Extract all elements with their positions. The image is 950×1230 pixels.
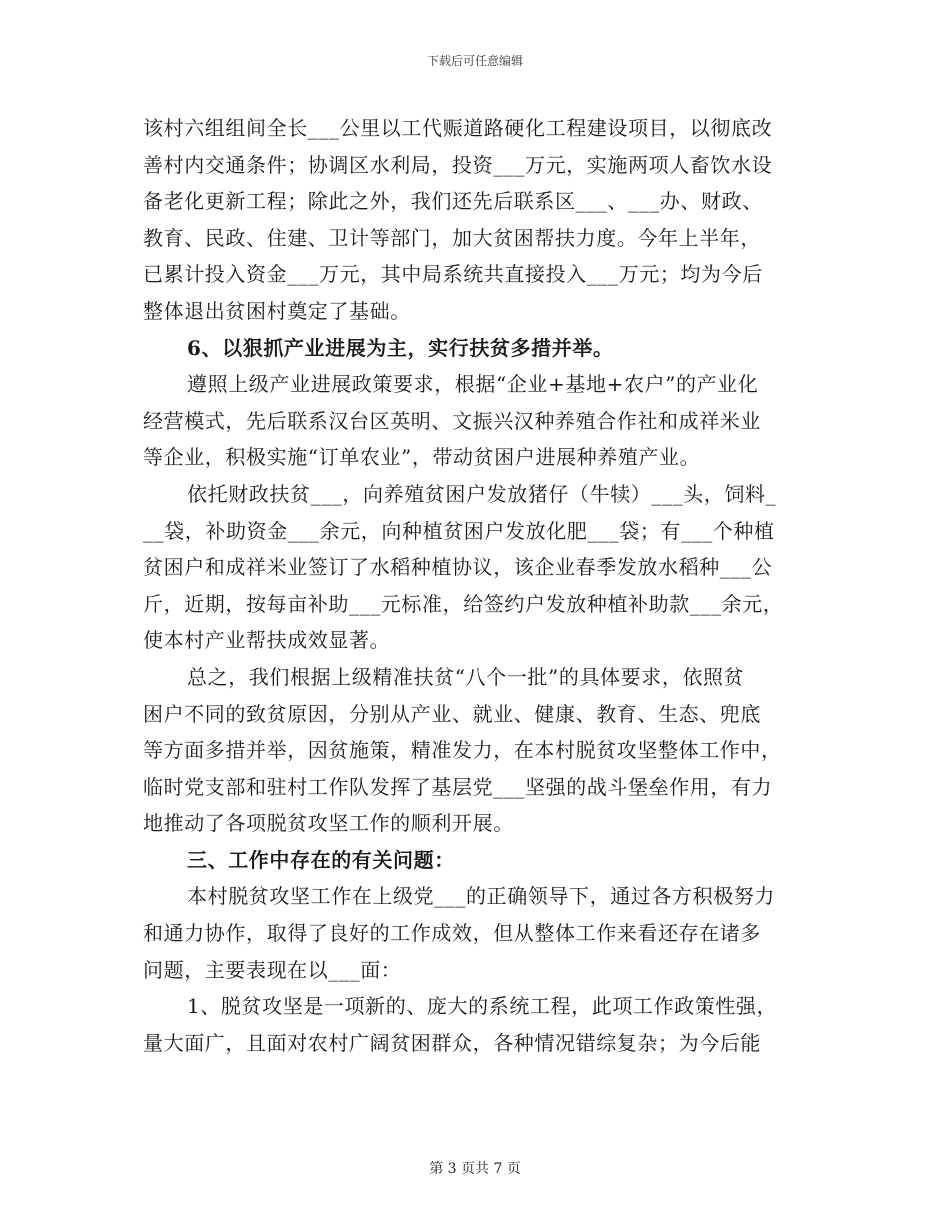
section-heading-line: 三、工作中存在的有关问题： [187,847,455,872]
body-text-line: 经营模式，先后联系汉台区英明、文振兴汉种养殖合作社和成祥米业 [143,408,761,433]
body-text-line: 总之，我们根据上级精准扶贫“八个一批”的具体要求，依照贫 [187,664,745,689]
body-text-line: 该村六组组间全长___公里以工代赈道路硬化工程建设项目，以彻底改 [143,116,773,140]
body-text-line: 困户不同的致贫原因，分别从产业、就业、健康、教育、生态、兜底 [143,701,761,726]
body-text-line: 善村内交通条件；协调区水利局，投资___万元，实施两项人畜饮水设 [143,152,773,177]
body-text-line: 本村脱贫攻坚工作在上级党___的正确领导下，通过各方积极努力 [187,884,775,909]
document-body [143,110,803,1061]
body-text-line: 和通力协作，取得了良好的工作成效，但从整体工作来看还存在诸多 [143,921,761,946]
body-text-line: 等企业，积极实施“订单农业”，带动贫困户进展种养殖产业。 [143,445,701,470]
section-heading-line: 6、以狠抓产业进展为主，实行扶贫多措并举。 [187,335,614,360]
body-text-line: 临时党支部和驻村工作队发挥了基层党___坚强的战斗堡垒作用，有力 [143,774,773,799]
body-text-line: 量大面广，且面对农村广阔贫困群众，各种情况错综复杂；为今后能 [143,1030,761,1055]
body-text-line: 整体退出贫困村奠定了基础。 [143,298,411,323]
body-text-line: 备老化更新工程；除此之外，我们还先后联系区___、___办、财政、 [143,189,763,214]
body-text-line: 等方面多措并举，因贫施策，精准发力，在本村脱贫攻坚整体工作中， [143,738,782,763]
page-footer: 第 3 页共 7 页 [429,1161,521,1177]
body-text-line: 问题，主要表现在以___面： [143,957,402,982]
body-text-line: 教育、民政、住建、卫计等部门，加大贫困帮扶力度。今年上半年， [143,225,761,250]
body-text-line: __袋，补助资金___余元，向种植贫困户发放化肥___袋；有___个种植 [143,518,775,543]
body-text-line: 1、脱贫攻坚是一项新的、庞大的系统工程，此项工作政策性强， [187,994,778,1019]
page-header: 下载后可任意编辑 [426,54,523,68]
body-text-line: 已累计投入资金___万元，其中局系统共直接投入___万元；均为今后 [143,262,763,287]
body-text-line: 斤，近期，按每亩补助___元标准，给签约户发放种植补助款___余元， [143,591,784,616]
body-text-line: 遵照上级产业进展政策要求，根据“企业+基地+农户”的产业化 [187,372,759,397]
body-text-line: 地推动了各项脱贫攻坚工作的顺利开展。 [143,811,514,836]
body-text-line: 依托财政扶贫___，向养殖贫困户发放猪仔（牛犊）___头，饲料_ [187,481,777,506]
body-text-line: 贫困户和成祥米业签订了水稻种植协议，该企业春季发放水稻种___公 [143,555,773,580]
body-text-line: 使本村产业帮扶成效显著。 [143,628,391,653]
